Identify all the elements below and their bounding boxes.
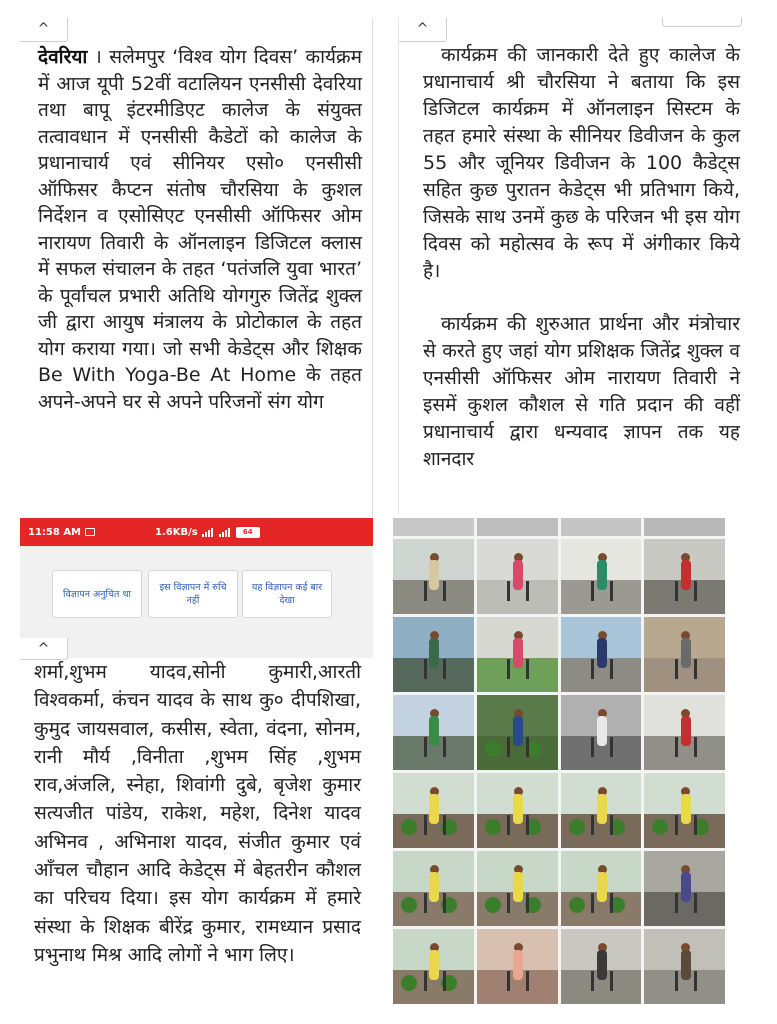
signal-icon — [202, 527, 213, 537]
status-time: 11:58 AM — [28, 526, 82, 538]
person-legs — [424, 737, 446, 757]
person-legs — [591, 737, 613, 757]
article-paragraph: कार्यक्रम की शुरुआत प्रार्थना और मंत्रोचार से करते हुए जहां योग प्रशिक्षक जितेंद्र शुक्ल व एनसीसी ऑफिसर ओम नारायण तिवारी ने इसमें कुशल कौशल से गति प्रदान की वहीं प्रधानाचार्य द्वारा धन्यवाद ज्ञापन तक यह शानदार — [423, 313, 740, 470]
person-legs — [675, 815, 697, 835]
photo-tile[interactable] — [561, 929, 642, 1004]
battery-icon: 64 — [236, 527, 260, 538]
article-paragraph: कार्यक्रम की जानकारी देते हुए कालेज के प्रधानाचार्य श्री चौरसिया ने बताया कि इस डिजिटल कार्यक्रम में ऑनलाइन सिस्टम के तहत हमारे संस्था के सीनियर डिवीजन के कुल 55 और जूनियर डिवीजन के 100 कैडेट्स सहित कुछ पुरातन केडेट्स भी प्रतिभाग किये, जिसके साथ उनमें कुछ के परिजन भी इस योग दिवस को महोत्सव के रूप में अंगीकार किये है। — [423, 44, 740, 282]
person-legs — [507, 815, 529, 835]
status-bar — [20, 518, 373, 546]
photo-tile[interactable] — [477, 695, 558, 770]
plant-shape — [485, 741, 501, 757]
plant-shape — [401, 897, 417, 913]
person-legs — [507, 581, 529, 601]
photo-tile[interactable] — [477, 773, 558, 848]
article-panel-bottom-left — [20, 518, 373, 1008]
plant-shape — [569, 819, 585, 835]
photo-tile[interactable] — [561, 695, 642, 770]
article-text — [423, 42, 740, 473]
person-legs — [675, 659, 697, 679]
person-legs — [424, 659, 446, 679]
person-legs — [507, 971, 529, 991]
signal-icon — [219, 527, 230, 537]
photo-tile[interactable] — [477, 617, 558, 692]
network-speed: 1.6KB/s — [155, 526, 198, 538]
article-text — [38, 44, 362, 415]
chevron-up-icon: ^ — [416, 21, 429, 37]
photo-tile — [561, 518, 642, 536]
article-panel-top-right — [398, 18, 756, 514]
article-body: शर्मा,शुभम यादव,सोनी कुमारी,आरती विश्वकर्मा, कंचन यादव के साथ कु० दीपशिखा, कुमुद जायसवाल, कसीस, स्वेता, वंदना, सोनम, रानी मौर्य ,विनीता ,शुभम सिंह ,शुभम राव,अंजलि, स्नेहा, शिवांगी दुबे, बृजेश कुमार सत्यजीत पांडेय, राकेश, महेश, दिनेश यादव अभिनव , अभिनाश यादव, संजीत कुमार एवं आँचल चौहान आदि केडेट्स में बेहतरीन कौशल का परिचय दिया। इस योग कार्यक्रम में हमारे संस्था के शिक्षक बीरेंद्र कुमार, रामध्यान प्रसाद प्रभुनाथ मिश्र आदि लोगों ने भाग लिए। — [34, 661, 361, 966]
dateline: देवरिया — [38, 46, 88, 68]
chevron-up-icon: ^ — [37, 21, 50, 37]
photo-tile[interactable] — [393, 773, 474, 848]
person-legs — [507, 893, 529, 913]
top-handle — [662, 18, 742, 27]
photo-tile[interactable] — [644, 539, 725, 614]
collapse-tab[interactable] — [20, 638, 68, 660]
photo-tile[interactable] — [393, 929, 474, 1004]
photo-grid — [393, 518, 725, 1004]
photo-tile — [644, 518, 725, 536]
photo-tile — [393, 518, 474, 536]
photo-tile[interactable] — [644, 617, 725, 692]
person-legs — [591, 893, 613, 913]
article-text — [34, 658, 361, 969]
person-legs — [424, 893, 446, 913]
person-legs — [591, 581, 613, 601]
chevron-up-icon: ^ — [37, 641, 50, 657]
photo-tile[interactable] — [393, 617, 474, 692]
photo-tile[interactable] — [477, 851, 558, 926]
person-legs — [591, 815, 613, 835]
person-legs — [424, 815, 446, 835]
ad-not-interested-button[interactable]: इस विज्ञापन में रुचि नहीं — [148, 570, 238, 618]
person-legs — [507, 737, 529, 757]
article-body: । सलेमपुर ‘विश्व योग दिवस’ कार्यक्रम में आज यूपी 52वीं वटालियन एनसीसी देवरिया तथा बापू इंटरमीडिएट कालेज के संयुक्त तत्वावधान में एनसीसी कैडेटों को कालेज के प्रधानाचार्य एवं सीनियर एसो० एनसीसी ऑफिसर कैप्टन संतोष चौरसिया के कुशल निर्देशन व एसोसिएट एनसीसी ऑफिसर ओम नारायण तिवारी के ऑनलाइन डिजिटल क्लास में सफल संचालन के तहत ‘पतंजलि युवा भारत’ के पूर्वांचल प्रभारी अतिथि योगगुरु जितेंद्र शुक्ल जी द्वारा आयुष मंत्रालय के प्रोटोकाल के तहत योग कराया गया। जो सभी केडेट्स और शिक्षक Be With Yoga-Be At Home के तहत अपने-अपने घर से अपने परिजनों संग योग — [38, 46, 362, 413]
plant-shape — [485, 897, 501, 913]
photo-tile[interactable] — [561, 539, 642, 614]
ad-seen-many-times-button[interactable]: यह विज्ञापन कई बार देखा — [242, 570, 332, 618]
plant-shape — [401, 975, 417, 991]
collapse-tab[interactable] — [20, 18, 68, 42]
person-legs — [507, 659, 529, 679]
article-panel-top-left — [20, 18, 373, 518]
plant-shape — [652, 819, 668, 835]
person-legs — [591, 971, 613, 991]
photo-tile[interactable] — [561, 851, 642, 926]
person-legs — [675, 971, 697, 991]
photo-tile[interactable] — [644, 929, 725, 1004]
photo-tile[interactable] — [644, 695, 725, 770]
person-legs — [675, 581, 697, 601]
plant-shape — [569, 897, 585, 913]
collapse-tab[interactable] — [399, 18, 447, 42]
photo-tile[interactable] — [644, 773, 725, 848]
photo-tile[interactable] — [561, 773, 642, 848]
message-icon — [85, 528, 95, 536]
person-legs — [424, 581, 446, 601]
photo-tile[interactable] — [393, 695, 474, 770]
photo-collage — [393, 518, 725, 1004]
photo-tile[interactable] — [561, 617, 642, 692]
photo-tile[interactable] — [477, 539, 558, 614]
photo-tile — [477, 518, 558, 536]
person-legs — [424, 971, 446, 991]
photo-tile[interactable] — [477, 929, 558, 1004]
person-legs — [591, 659, 613, 679]
plant-shape — [401, 819, 417, 835]
photo-tile[interactable] — [393, 539, 474, 614]
photo-tile[interactable] — [393, 851, 474, 926]
photo-tile[interactable] — [644, 851, 725, 926]
person-legs — [675, 737, 697, 757]
ad-feedback-strip — [20, 546, 373, 658]
plant-shape — [485, 819, 501, 835]
ad-inappropriate-button[interactable]: विज्ञापन अनुचित था — [52, 570, 142, 618]
person-legs — [675, 893, 697, 913]
